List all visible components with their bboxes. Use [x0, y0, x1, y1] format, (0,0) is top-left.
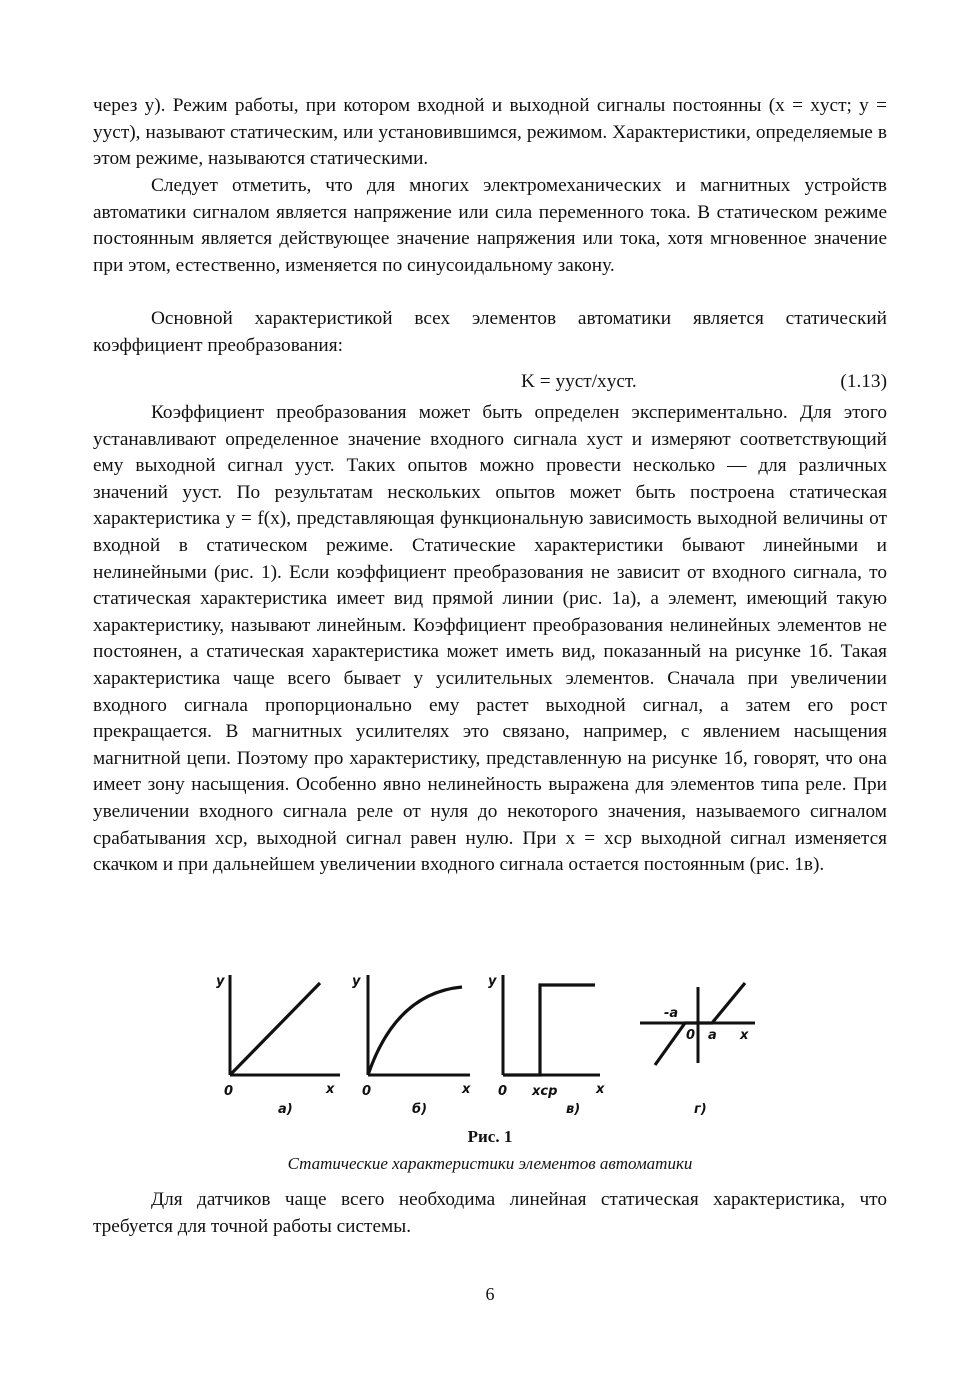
- paragraph-4: [93, 400, 887, 879]
- panel-b-origin-label: 0: [362, 1084, 372, 1099]
- panel-b-x-label: x: [462, 1082, 471, 1097]
- panel-b-saturation: [352, 974, 471, 1117]
- panel-v-origin-label: 0: [498, 1084, 508, 1099]
- panel-a-curve: [230, 983, 320, 1075]
- formula-1-13: [93, 368, 887, 395]
- paragraph-3-text: Основной характеристикой всех элементов автоматики является статический коэффициент преобразования:: [93, 308, 887, 356]
- panel-g-minus-a-label: -a: [664, 1006, 679, 1021]
- panel-v-x-label: x: [596, 1082, 605, 1097]
- paragraph-3: [93, 306, 887, 359]
- formula-text: K = yуст/xуст.: [521, 371, 637, 392]
- paragraph-4-text: Коэффициент преобразования может быть определен экспериментально. Для этого устанавливают определенное значение входного сигнала xуст и измеряют соответствующий ему выходной сигнал yуст. Таких опытов можно провести несколько — для различных значений yуст. По результатам нескольких опытов может быть построена статическая характеристика y = f(x), представляющая функциональную зависимость выходной величины от входной в статическом режиме. Статические характеристики бывают линейными и нелинейными (рис. 1). Если коэффициент преобразования не зависит от входного сигнала, то статическая характеристика имеет вид прямой линии (рис. 1а), а элемент, имеющий такую характеристику, называют линейным. Коэффициент преобразования нелинейных элементов не постоянен, а статическая характеристика может иметь вид, показанный на рисунке 1б. Такая характеристика чаще всего бывает у усилительных элементов. Сначала при увеличении входного сигнала пропорционально ему растет выходной сигнал, а затем его рост прекращается. В магнитных усилителях это связано, например, с явлением насыщения магнитной цепи. Поэтому про характеристику, представленную на рисунке 1б, говорят, что она имеет зону насыщения. Особенно явно нелинейность выражена для элементов типа реле. При увеличении входного сигнала реле от нуля до некоторого значения, называемого сигналом срабатывания xср, выходной сигнал равен нулю. При x = xср выходной сигнал изменяется скачком и при дальнейшем увеличении входного сигнала остается постоянным (рис. 1в).: [93, 402, 887, 876]
- paragraph-2: [93, 173, 887, 279]
- panel-v-label: в): [566, 1102, 581, 1117]
- panel-a-label: а): [278, 1102, 293, 1117]
- panel-a-y-label: y: [216, 974, 225, 989]
- panel-g-dead-zone: [640, 983, 755, 1117]
- figure-caption: Статические характеристики элементов автоматики: [287, 1154, 693, 1173]
- panel-b-label: б): [412, 1102, 428, 1117]
- panel-v-xcp-label: xср: [532, 1084, 558, 1099]
- formula-number: (1.13): [840, 371, 887, 392]
- figure-static-characteristics: [200, 965, 780, 1125]
- paragraph-5: [93, 1187, 887, 1240]
- figure-title: Рис. 1: [467, 1127, 513, 1146]
- panel-v-y-label: y: [488, 974, 497, 989]
- panel-a-origin-label: 0: [224, 1084, 234, 1099]
- panel-g-origin-label: 0: [686, 1028, 696, 1043]
- paragraph-5-text: Для датчиков чаще всего необходима линейная статическая характеристика, что требуется для точной работы системы.: [93, 1189, 887, 1237]
- panel-g-label: г): [694, 1102, 707, 1117]
- panel-g-x-label: x: [740, 1028, 749, 1043]
- paragraph-2-text: Следует отметить, что для многих электромеханических и магнитных устройств автоматики сигналом является напряжение или сила переменного тока. В статическом режиме постоянным является действующее значение напряжения или тока, хотя мгновенное значение при этом, естественно, изменяется по синусоидальному закону.: [93, 175, 887, 276]
- page-number: 6: [485, 1284, 495, 1304]
- panel-g-a-label: a: [708, 1028, 717, 1043]
- panel-a-x-label: x: [326, 1082, 335, 1097]
- paragraph-1: [93, 93, 887, 173]
- panel-v-relay: [488, 974, 605, 1117]
- panel-b-y-label: y: [352, 974, 361, 989]
- panel-b-curve: [368, 987, 462, 1075]
- panel-v-curve: [503, 985, 595, 1075]
- panel-a-linear: [216, 974, 340, 1117]
- paragraph-1-text: через y). Режим работы, при котором входной и выходной сигналы постоянны (x = xуст; y = yуст), называют статическим, или установившимся, режимом. Характеристики, определяемые в этом режиме, называются статическими.: [93, 95, 887, 170]
